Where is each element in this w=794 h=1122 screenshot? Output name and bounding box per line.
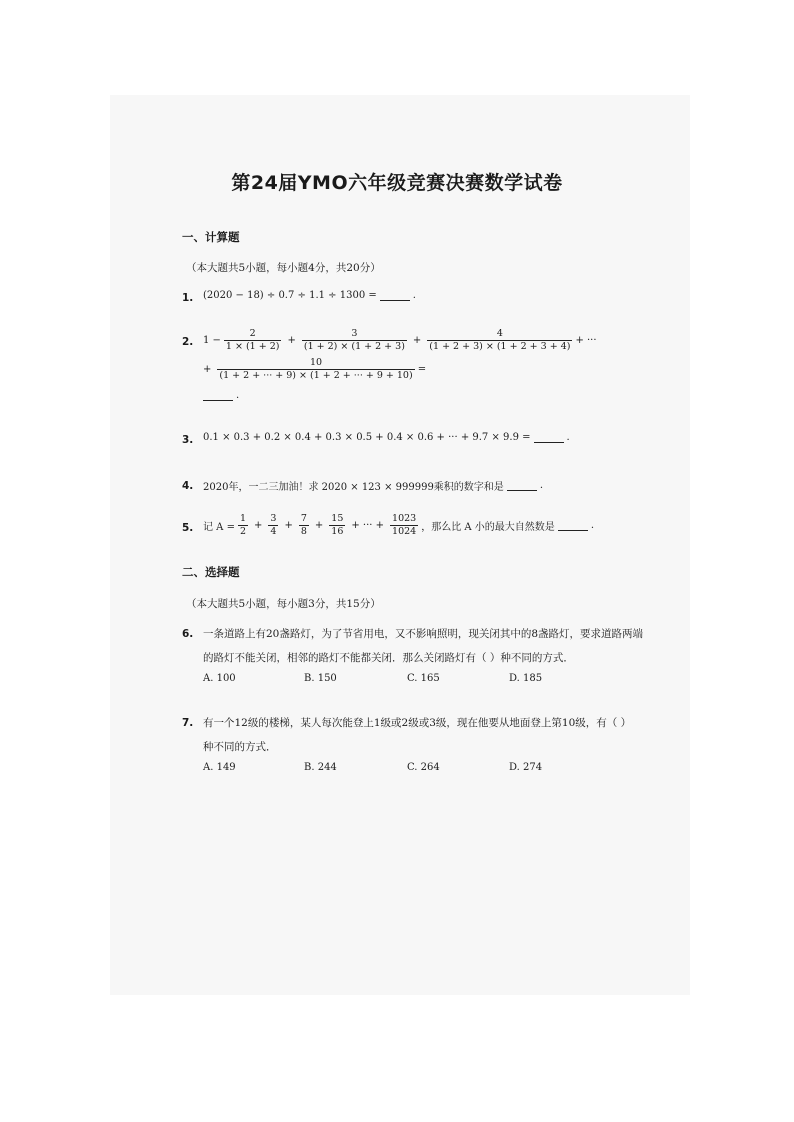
numerator: 4 [496, 328, 503, 339]
question-1-expression: (2020 − 18) ÷ 0.7 ÷ 1.1 ÷ 1300 = [203, 290, 377, 301]
question-number: 1. [182, 292, 194, 304]
option-a[interactable]: A. 149 [203, 762, 236, 773]
denominator: 4 [270, 526, 277, 537]
question-1 [203, 290, 416, 301]
question-number: 2. [182, 336, 194, 348]
question-4-text: 2020年，一二三加油！求 2020 × 123 × 999999乘积的数字和是 [203, 482, 504, 493]
denominator: 1024 [392, 526, 417, 537]
option-d[interactable]: D. 274 [509, 762, 543, 773]
question-5: 记 A = $\frac{1}{2}$ + $\frac{3}{4}$ + $\frac{7}{8}$ + $\frac{15}{16}$ + ··· + $\frac{1023}{1024}$ ，那么比 A 小的最大自然数是 . [203, 513, 594, 537]
question-number: 4. [182, 480, 194, 492]
question-end-mark: . [590, 520, 594, 531]
question-2-continuation: + ··· [575, 335, 597, 346]
question-5-text: ，那么比 A 小的最大自然数是 [421, 522, 555, 533]
option-d[interactable]: D. 185 [509, 673, 543, 684]
fraction [238, 513, 248, 538]
numerator: 1023 [392, 513, 417, 524]
numerator: 7 [300, 513, 307, 524]
section-heading-calc: 一、计算题 [182, 230, 240, 244]
section-note-choice: （本大题共5小题，每小题3分，共15分） [186, 598, 381, 610]
ellipsis-plus: + ··· + [351, 520, 385, 531]
denominator: (1 + 2 + ··· + 9) × (1 + 2 + ··· + 9 + 10) [219, 370, 413, 381]
option-c[interactable]: C. 264 [407, 762, 440, 773]
question-6-line-2: 的路灯不能关闭，相邻的路灯不能都关闭．那么关闭路灯有（ ）种不同的方式． [203, 652, 574, 664]
answer-blank [558, 520, 588, 531]
answer-blank [507, 480, 537, 491]
question-3-expression: 0.1 × 0.3 + 0.2 × 0.4 + 0.3 × 0.5 + 0.4 × 0.6 + ··· + 9.7 × 9.9 = [203, 432, 531, 443]
denominator: 2 [239, 526, 247, 537]
option-b[interactable]: B. 244 [304, 762, 337, 773]
question-number: 5. [182, 522, 194, 534]
numerator: 1 [239, 513, 247, 524]
fraction [268, 513, 278, 538]
question-7-line-2: 种不同的方式． [203, 741, 277, 753]
option-c[interactable]: C. 165 [407, 673, 440, 684]
question-end-mark: . [236, 390, 240, 401]
answer-blank [380, 290, 410, 301]
denominator: 8 [300, 526, 307, 537]
denominator: (1 + 2 + 3) × (1 + 2 + 3 + 4) [429, 341, 571, 352]
page-title: 第24届YMO六年级竞赛决赛数学试卷 [231, 172, 563, 194]
denominator: 1 × (1 + 2) [225, 341, 280, 352]
numerator: 2 [249, 328, 256, 339]
question-2-line-2: + $\frac{10}{(1 + 2 + \cdot\cdot\cdot + 9) \times (1 + 2 + \cdot\cdot\cdot + 9 + 10)}$ = [203, 357, 427, 381]
fraction [217, 357, 414, 382]
question-2-line-1: 1 − $\frac{2}{1 \times (1 + 2)}$ + $\frac{3}{(1 + 2) \times (1 + 2 + 3)}$ + $\frac{4}{(1 + 2 + 3) \times (1 + 2 + 3 + 4)}$ + ··· [203, 328, 597, 352]
fraction [390, 513, 418, 538]
numerator: 3 [270, 513, 277, 524]
question-end-mark: . [539, 480, 543, 491]
fraction [299, 513, 309, 538]
numerator: 10 [309, 357, 323, 368]
question-end-mark: . [412, 290, 416, 301]
question-number: 3. [182, 434, 194, 446]
question-7-line-1: 有一个12级的楼梯，某人每次能登上1级或2级或3级，现在他要从地面登上第10级，有（ ） [203, 717, 632, 729]
option-a[interactable]: A. 100 [203, 673, 236, 684]
option-b[interactable]: B. 150 [304, 673, 337, 684]
numerator: 15 [331, 513, 344, 524]
equals-sign: = [417, 364, 427, 375]
question-5-lead: 记 A = [203, 522, 235, 533]
denominator: (1 + 2) × (1 + 2 + 3) [303, 341, 405, 352]
question-2-answer-line [203, 390, 239, 401]
section-heading-choice: 二、选择题 [182, 565, 240, 579]
fraction [427, 328, 572, 353]
fraction [224, 328, 282, 353]
denominator: 16 [331, 526, 344, 537]
numerator: 3 [351, 328, 358, 339]
question-end-mark: . [566, 432, 570, 443]
fraction [329, 513, 345, 538]
question-6-line-1: 一条道路上有20盏路灯，为了节省用电，又不影响照明，现关闭其中的8盏路灯，要求道路两端 [203, 628, 644, 640]
question-2-lead: 1 − [203, 335, 221, 346]
fraction [302, 328, 407, 353]
section-note-calc: （本大题共5小题，每小题4分，共20分） [186, 262, 381, 274]
answer-blank [534, 432, 564, 443]
question-number: 7. [182, 717, 194, 729]
question-4 [203, 478, 543, 493]
answer-blank [203, 390, 233, 401]
question-number: 6. [182, 628, 194, 640]
question-3 [203, 432, 570, 443]
